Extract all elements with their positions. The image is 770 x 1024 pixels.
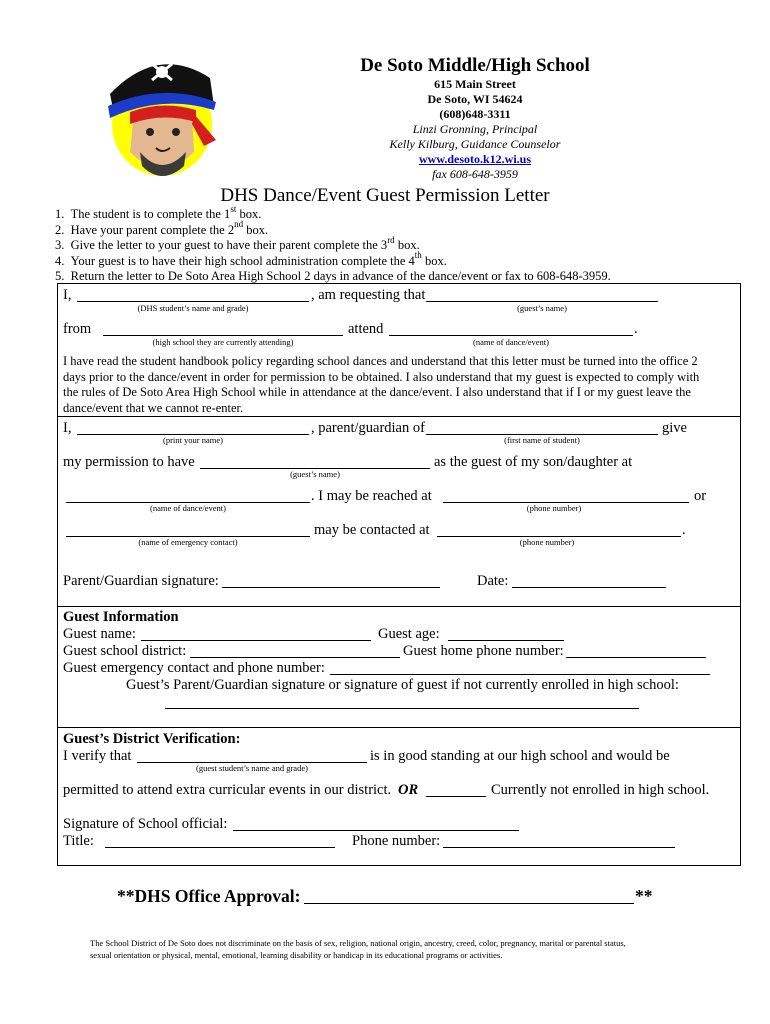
print-name-hint: (print your name) bbox=[163, 435, 223, 445]
guest-info-heading: Guest Information bbox=[63, 609, 179, 625]
from-label: from bbox=[63, 321, 92, 337]
guest-name-field[interactable] bbox=[426, 301, 658, 302]
guest-district-label: Guest school district: bbox=[63, 643, 187, 659]
or-label: or bbox=[694, 488, 707, 504]
footer-line: The School District of De Soto does not discriminate on the basis of sex, religion, national origin, ancestry, creed, color, pregnancy, marital or parental status, bbox=[90, 938, 626, 948]
reached-label: . I may be reached at bbox=[311, 488, 432, 504]
guest-name-hint: (guest’s name) bbox=[517, 303, 567, 313]
event-name-field[interactable] bbox=[389, 335, 633, 336]
nondiscrimination-notice bbox=[90, 938, 626, 961]
principal-name: Linzi Gronning, Principal bbox=[412, 122, 538, 136]
attend-label: attend bbox=[348, 321, 384, 337]
guest-age-label: Guest age: bbox=[378, 626, 440, 642]
as-guest-label: as the guest of my son/daughter at bbox=[434, 454, 633, 470]
official-title-field[interactable] bbox=[105, 847, 335, 848]
first-name-hint: (first name of student) bbox=[504, 435, 580, 445]
verified-student-hint: (guest student’s name and grade) bbox=[196, 763, 308, 773]
official-phone-label: Phone number: bbox=[352, 833, 441, 849]
event-name-hint: (name of dance/event) bbox=[473, 337, 549, 347]
school-fax: fax 608-648-3959 bbox=[432, 167, 518, 181]
guest-district-field[interactable] bbox=[190, 657, 400, 658]
or-choice-label: OR bbox=[398, 782, 419, 798]
instruction-item: 5. Return the letter to De Soto Area High School 2 days in advance of the dance/event or fax to 608-648-3959. bbox=[55, 269, 611, 283]
high-school-hint: (high school they are currently attending) bbox=[152, 337, 294, 347]
verify-label: I verify that bbox=[63, 748, 132, 764]
counselor-name: Kelly Kilburg, Guidance Counselor bbox=[389, 137, 561, 151]
official-phone-field[interactable] bbox=[443, 847, 675, 848]
school-name: De Soto Middle/High School bbox=[360, 55, 590, 76]
office-approval-field[interactable] bbox=[304, 903, 634, 904]
divider-student-parent bbox=[57, 416, 741, 417]
office-approval-label: **DHS Office Approval: bbox=[117, 886, 301, 906]
divider-parent-guest bbox=[57, 606, 741, 607]
instruction-item: 3. Give the letter to your guest to have their parent complete the 3rd box. bbox=[55, 234, 420, 252]
phone-hint-2: (phone number) bbox=[519, 537, 575, 547]
give-label: give bbox=[662, 420, 687, 436]
footer-line: sexual orientation or physical, mental, emotional, learning disability or handicap in its educational programs or activities. bbox=[90, 949, 503, 960]
contacted-label: may be contacted at bbox=[314, 522, 430, 538]
guest-high-school-field[interactable] bbox=[103, 335, 343, 336]
statement-line: I have read the student handbook policy regarding school dances and understand that this letter must be turned into the office 2 bbox=[63, 354, 698, 368]
date-label: Date: bbox=[477, 573, 509, 589]
instruction-item: 2. Have your parent complete the 2nd box. bbox=[55, 219, 269, 237]
statement-line: dance/event that we cannot re-enter. bbox=[63, 400, 244, 415]
guest-name-label: Guest name: bbox=[63, 626, 136, 642]
statement-line: days prior to the dance/event in order for permission to be obtained. I also understand that my guest is expected to comply with bbox=[63, 369, 700, 384]
permitted-label: permitted to attend extra curricular events in our district. bbox=[63, 782, 392, 798]
not-enrolled-label: Currently not enrolled in high school. bbox=[491, 782, 710, 798]
student-i-label: I, bbox=[63, 287, 72, 303]
student-statement bbox=[63, 354, 699, 416]
pirate-logo bbox=[100, 48, 230, 183]
parent-signature-field[interactable] bbox=[222, 587, 440, 588]
parent-signature-label: Parent/Guardian signature: bbox=[63, 573, 219, 589]
guest-age-field[interactable] bbox=[448, 640, 564, 641]
instruction-item: 1. The student is to complete the 1st box. bbox=[55, 203, 262, 221]
period-label: . bbox=[634, 321, 638, 337]
statement-line: the rules of De Soto Area High School while in attendance at the dance/event. I also understand that if I or my guest leave the bbox=[63, 385, 691, 399]
instruction-item: 4. Your guest is to have their high school administration complete the 4th box. bbox=[55, 250, 447, 268]
student-name-field[interactable] bbox=[77, 301, 309, 302]
guest-home-phone-label: Guest home phone number: bbox=[403, 643, 564, 659]
office-approval-suffix: ** bbox=[635, 886, 653, 906]
parent-i-label: I, bbox=[63, 420, 72, 436]
school-city: De Soto, WI 54624 bbox=[427, 92, 523, 106]
guest-emergency-label: Guest emergency contact and phone number: bbox=[63, 660, 325, 676]
standing-label: is in good standing at our high school and would be bbox=[370, 748, 670, 764]
page-title: DHS Dance/Event Guest Permission Letter bbox=[220, 185, 550, 206]
official-signature-field[interactable] bbox=[233, 830, 519, 831]
requesting-label: , am requesting that bbox=[311, 287, 426, 303]
guest-info-name-field[interactable] bbox=[141, 640, 371, 641]
permission-label: my permission to have bbox=[63, 454, 195, 470]
not-enrolled-check-field[interactable] bbox=[426, 796, 486, 797]
phone-hint: (phone number) bbox=[526, 503, 582, 513]
school-phone: (608)648-3311 bbox=[439, 107, 511, 121]
guest-signature-note: Guest’s Parent/Guardian signature or signature of guest if not currently enrolled in high school: bbox=[126, 677, 679, 693]
date-field[interactable] bbox=[512, 587, 666, 588]
school-website-link[interactable]: www.desoto.k12.wi.us bbox=[418, 152, 532, 166]
official-title-label: Title: bbox=[63, 833, 94, 849]
student-name-hint: (DHS student’s name and grade) bbox=[137, 303, 249, 313]
guest-emergency-field[interactable] bbox=[330, 674, 710, 675]
emergency-hint: (name of emergency contact) bbox=[138, 537, 238, 547]
divider-guest-district bbox=[57, 727, 741, 728]
event-hint-2: (name of dance/event) bbox=[150, 503, 226, 513]
guest-home-phone-field[interactable] bbox=[566, 657, 706, 658]
period-label-2: . bbox=[682, 522, 686, 538]
school-street: 615 Main Street bbox=[434, 77, 516, 91]
guest-signature-field[interactable] bbox=[165, 708, 639, 709]
instructions-list bbox=[55, 203, 611, 285]
district-heading: Guest’s District Verification: bbox=[63, 731, 241, 747]
guest-name-hint-2: (guest’s name) bbox=[290, 469, 340, 479]
official-signature-label: Signature of School official: bbox=[63, 816, 228, 832]
parent-of-label: , parent/guardian of bbox=[311, 420, 425, 436]
